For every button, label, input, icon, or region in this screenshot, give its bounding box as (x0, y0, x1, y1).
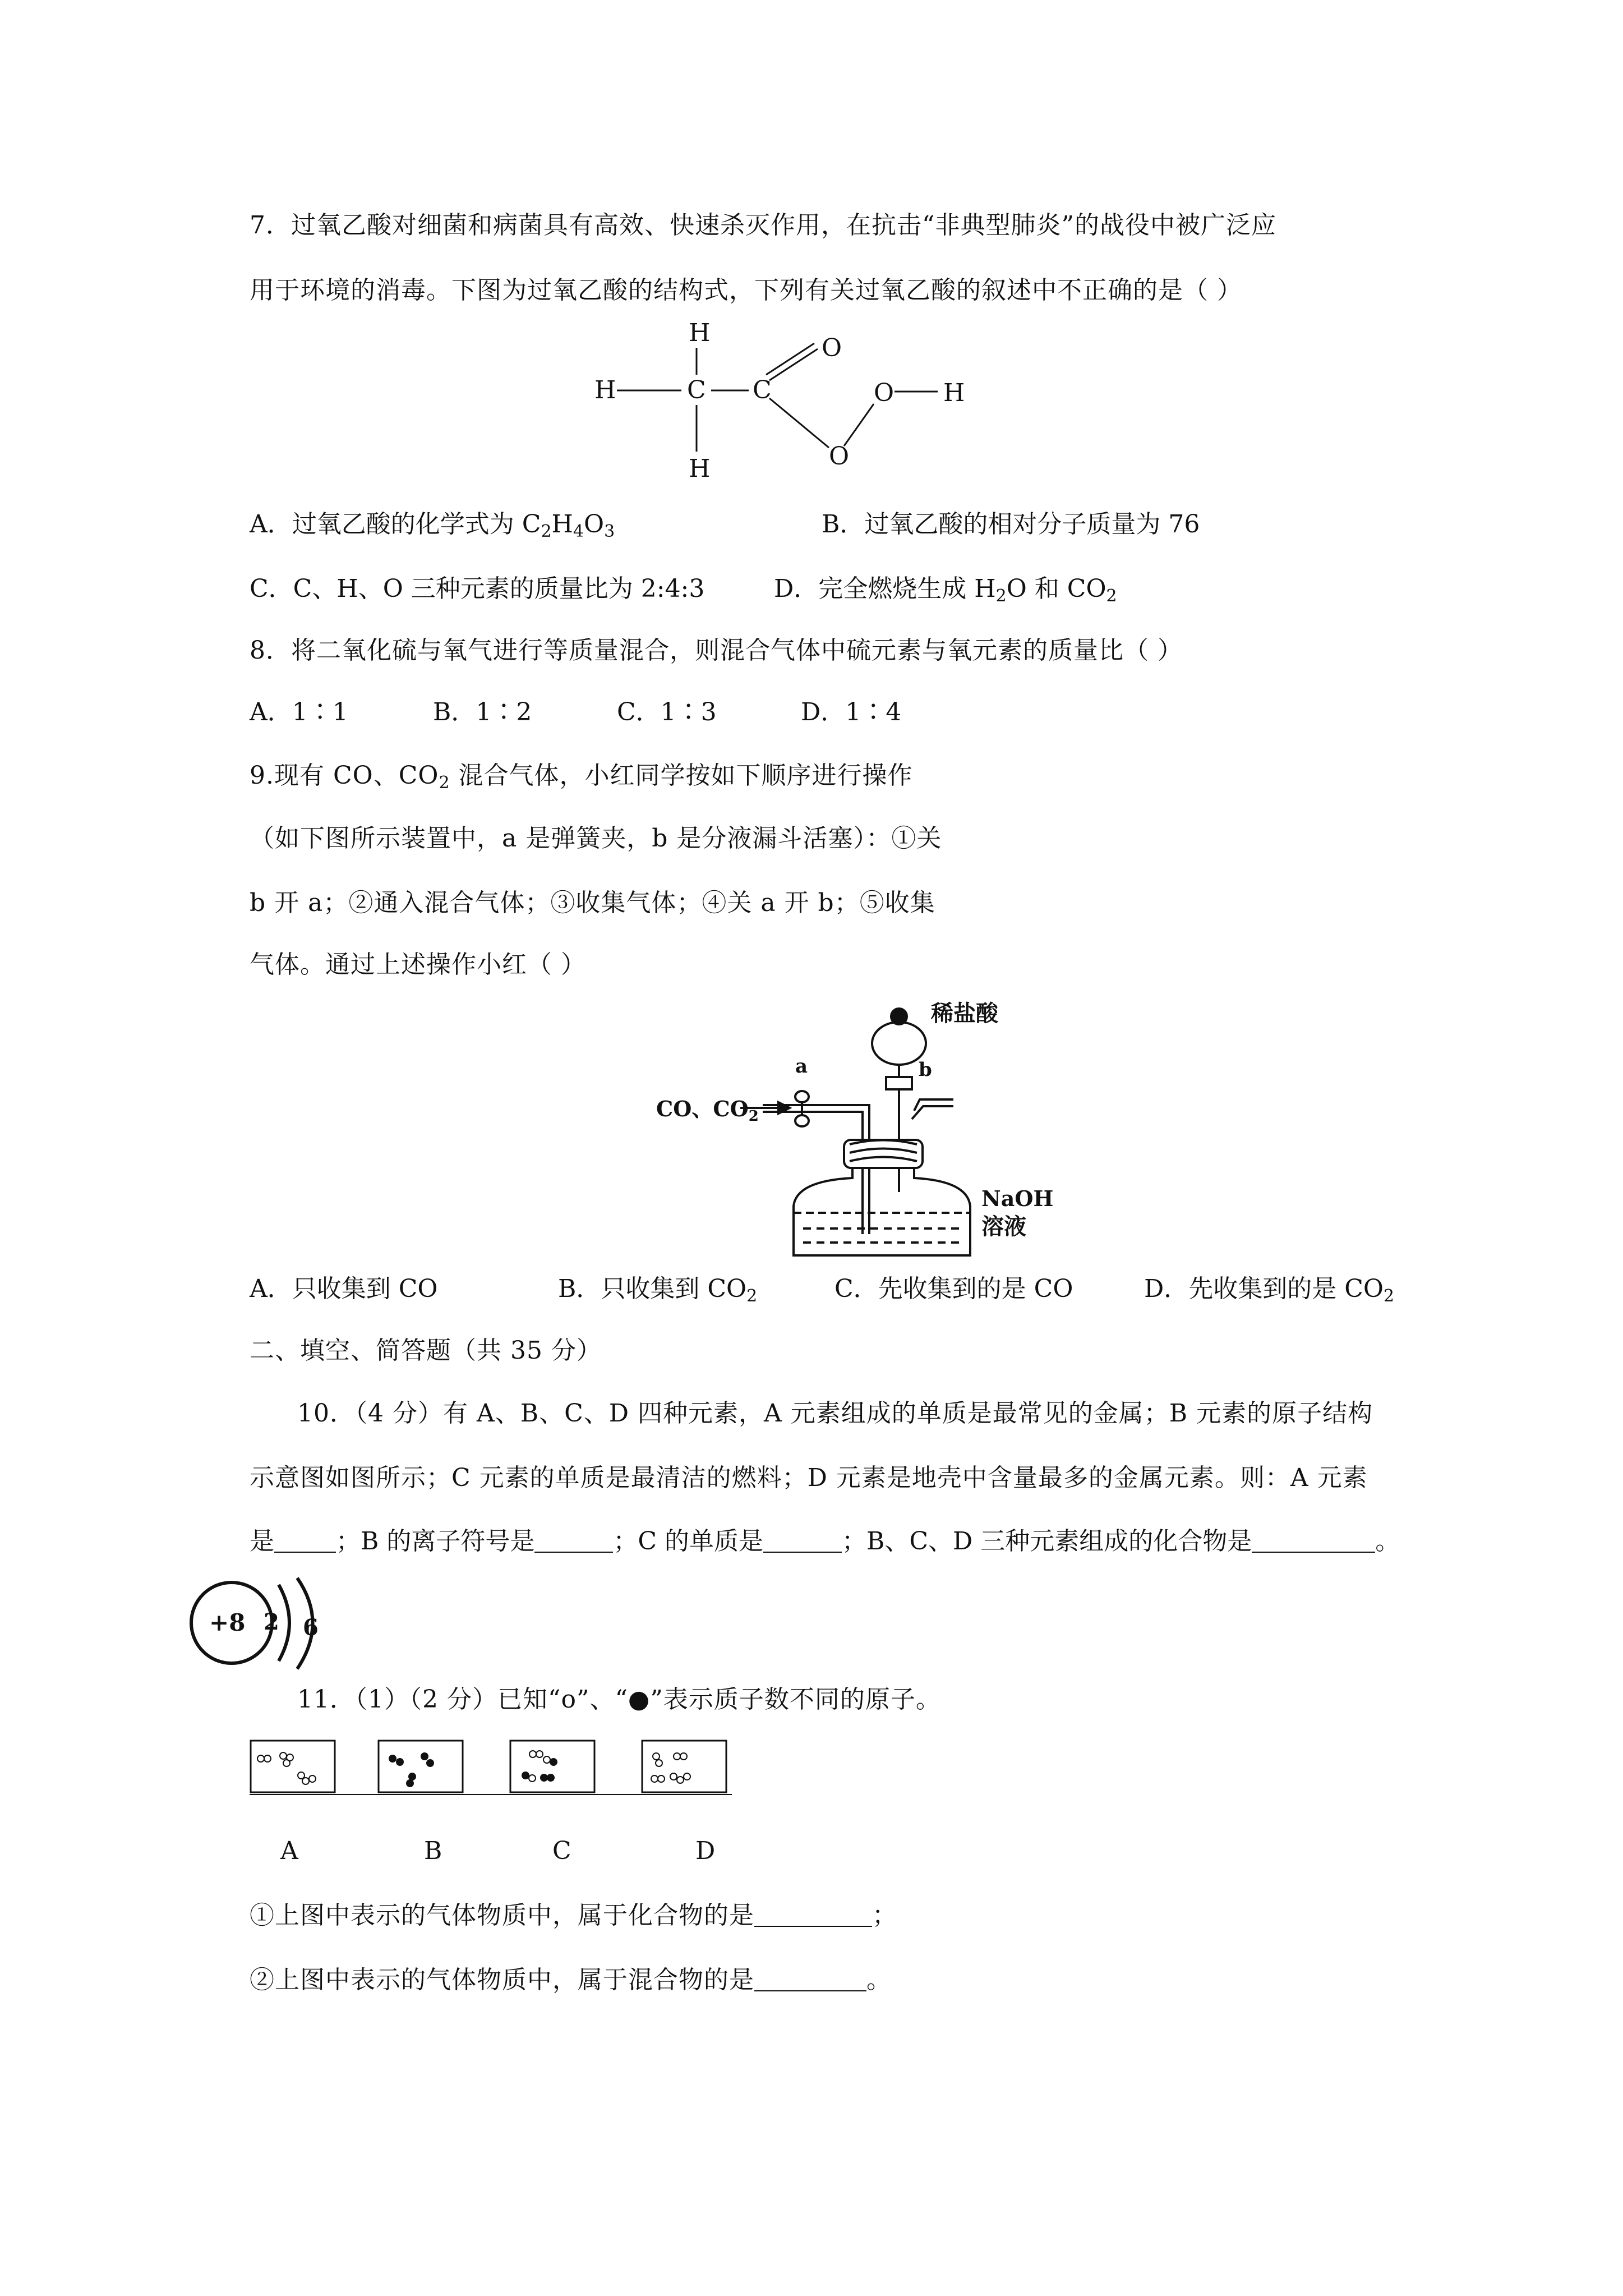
answer-blank-compound[interactable] (754, 1901, 872, 1927)
q9-option-b: B．只收集到 $CO_2$ (558, 1274, 758, 1306)
box-a-molecules (257, 1752, 316, 1784)
stopcock-b-label: b (919, 1059, 932, 1081)
diagram-label-a: A (280, 1837, 298, 1865)
q9-option-c: C．先收集到的是 CO (834, 1274, 1073, 1303)
atom-h-oh: H (943, 379, 965, 407)
gas-inlet-label: CO、$CO_2$ (656, 1096, 759, 1125)
shell1-electrons: 2 (264, 1609, 279, 1635)
q9-line4: 气体。通过上述操作小红（ ） (250, 950, 586, 979)
q7-option-c: C．C、H、O 三种元素的质量比为 2:4:3 (250, 574, 705, 603)
solution-label: 溶液 (981, 1213, 1026, 1240)
q7-line2: 用于环境的消毒。下图为过氧乙酸的结构式，下列有关过氧乙酸的叙述中不正确的是（ ） (250, 276, 1242, 305)
box-c-molecules (522, 1751, 557, 1782)
q7-option-a: A．过氧乙酸的化学式为 $C_2H_4O_3$ (250, 510, 615, 541)
diagram-label-b: B (424, 1837, 442, 1865)
q10-line1: 10．（4 分）有 A、B、C、D 四种元素，A 元素组成的单质是最常见的金属；B 元素的原子结构 (297, 1399, 1373, 1428)
answer-blank-mixture[interactable] (754, 1966, 866, 1991)
shell2-electrons: 6 (303, 1614, 319, 1641)
molecule-diagrams (250, 1736, 743, 1815)
atom-h-top: H (689, 319, 711, 347)
q8-option-d: D．1∶4 (801, 698, 902, 726)
q7-option-d: D．完全燃烧生成 $H_2O$ 和 $CO_2$ (774, 574, 1117, 606)
q7-line1: 7．过氧乙酸对细菌和病菌具有高效、快速杀灭作用，在抗击“非典型肺炎”的战役中被广泛应 (250, 211, 1276, 240)
box-b-molecules (389, 1752, 434, 1787)
atom-c2: C (753, 376, 772, 404)
q9-line3: b 开 a；②通入混合气体；③收集气体；④关 a 开 b；⑤收集 (250, 889, 935, 917)
atom-h-left: H (594, 376, 616, 404)
q10-line3: 是 ；B 的离子符号是 ；C 的单质是 ；B、C、D 三种元素组成的化合物是 。 (250, 1527, 1400, 1556)
atom-o-oh: O (874, 379, 895, 407)
q9-line2: （如下图所示装置中，a 是弹簧夹，b 是分液漏斗活塞）：①关 (250, 824, 942, 853)
diagram-label-d: D (695, 1837, 716, 1865)
box-d-molecules (651, 1753, 690, 1783)
q11-line1: 11．（1）（2 分）已知“o”、“●”表示质子数不同的原子。 (297, 1685, 941, 1714)
diagram-label-c: C (552, 1837, 571, 1865)
q9-line1: 9.现有 CO、$CO_2$ 混合气体，小红同学按如下顺序进行操作 (250, 761, 913, 793)
q10-line2: 示意图如图所示；C 元素的单质是最清洁的燃料；D 元素是地壳中含量最多的金属元素。则：A 元素 (250, 1464, 1368, 1492)
q7-option-b: B．过氧乙酸的相对分子质量为 76 (822, 510, 1200, 539)
answer-blank-b-ion[interactable] (534, 1527, 613, 1553)
oxygen-atom-structure (188, 1573, 334, 1686)
q8-option-c: C．1∶3 (617, 698, 717, 726)
answer-blank-bcd-compound[interactable] (1252, 1527, 1375, 1553)
q9-option-a: A．只收集到 CO (250, 1274, 438, 1303)
answer-blank-c[interactable] (763, 1527, 842, 1553)
q8-option-b: B．1∶2 (433, 698, 532, 726)
atom-o-double: O (822, 334, 842, 362)
atom-h-bottom: H (689, 454, 711, 483)
nucleus-charge: +8 (209, 1609, 246, 1636)
peracetic-acid-structure (594, 314, 1043, 494)
naoh-label: NaOH (981, 1186, 1054, 1211)
acid-label: 稀盐酸 (931, 1000, 998, 1027)
q8-stem: 8．将二氧化硫与氧气进行等质量混合，则混合气体中硫元素与氧元素的质量比（ ） (250, 636, 1183, 665)
section-2-heading: 二、填空、简答题（共 35 分） (250, 1336, 602, 1365)
atom-c1: C (687, 376, 706, 404)
q11-subq2: ②上图中表示的气体物质中，属于混合物的是 。 (250, 1966, 892, 1994)
q9-option-d: D．先收集到的是 $CO_2$ (1144, 1274, 1395, 1306)
q11-subq1: ①上图中表示的气体物质中，属于化合物的是 ； (250, 1901, 897, 1930)
answer-blank-a[interactable] (274, 1527, 336, 1553)
clip-a-label: a (795, 1055, 808, 1078)
atom-o-bridge: O (829, 442, 850, 471)
gas-apparatus-figure (656, 993, 1071, 1262)
q8-option-a: A．1∶1 (250, 698, 348, 726)
